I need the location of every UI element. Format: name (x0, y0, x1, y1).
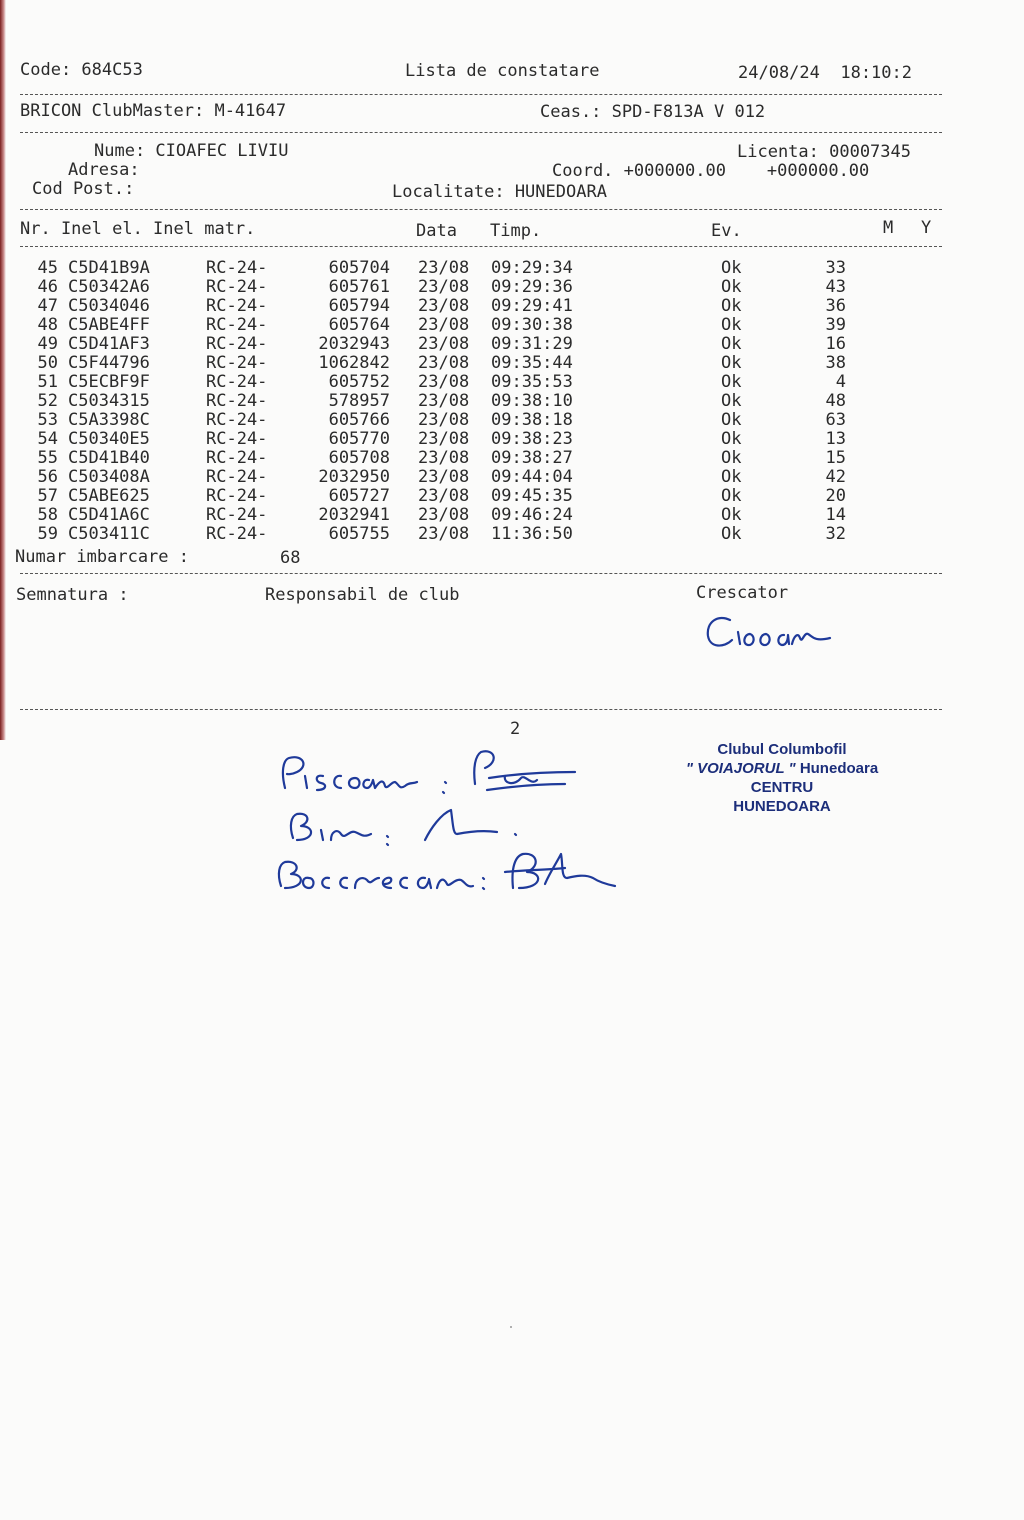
arrival-date: 23/08 (418, 391, 470, 411)
arrival-date: 23/08 (418, 448, 470, 468)
electronic-ring: C5F44796 (68, 353, 150, 373)
col-header-ev: Ev. (711, 221, 742, 241)
electronic-ring: C5D41AF3 (68, 334, 150, 354)
ring-number: 605766 (328, 410, 390, 430)
electronic-ring: C50342A6 (68, 277, 150, 297)
ring-prefix: RC-24- (206, 486, 268, 506)
value: 36 (825, 296, 846, 316)
club-responsible-label: Responsabil de club (265, 585, 460, 605)
owner-name: Nume: CIOAFEC LIVIU (94, 141, 289, 161)
stamp-line2-rest: Hunedoara (799, 760, 879, 777)
page-number: 2 (510, 719, 521, 739)
boarding-value: 68 (280, 548, 301, 568)
event-status: Ok (721, 410, 742, 430)
event-status: Ok (721, 429, 742, 449)
arrival-date: 23/08 (418, 467, 470, 487)
event-status: Ok (721, 505, 742, 525)
club-stamp (672, 740, 892, 816)
divider (20, 709, 942, 710)
arrival-date: 23/08 (418, 334, 470, 354)
handwritten-notes (275, 738, 625, 898)
col-header-y: Y (921, 218, 932, 238)
row-number: 53 (37, 410, 58, 430)
table-row (18, 430, 938, 449)
divider (20, 132, 942, 133)
ring-number: 605708 (328, 448, 390, 468)
col-header-data: Data (416, 221, 457, 241)
arrival-date: 23/08 (418, 486, 470, 506)
table-row (18, 506, 938, 525)
breeder-signature (700, 608, 840, 656)
row-number: 48 (37, 315, 58, 335)
arrival-time: 09:35:44 (491, 353, 573, 373)
table-row (18, 259, 938, 278)
table-row (18, 392, 938, 411)
doc-code: Code: 684C53 (20, 60, 143, 80)
coordinates: Coord. +000000.00 +000000.00 (552, 161, 870, 181)
event-status: Ok (721, 391, 742, 411)
ring-number: 605761 (328, 277, 390, 297)
ring-number: 605704 (328, 258, 390, 278)
table-row (18, 373, 938, 392)
row-number: 51 (37, 372, 58, 392)
col-header-nr-inel: Nr. Inel el. Inel matr. (20, 219, 256, 239)
row-number: 45 (37, 258, 58, 278)
table-row (18, 278, 938, 297)
arrival-time: 09:38:18 (491, 410, 573, 430)
ring-number: 605794 (328, 296, 390, 316)
value: 16 (825, 334, 846, 354)
arrival-date: 23/08 (418, 315, 470, 335)
arrival-time: 09:38:10 (491, 391, 573, 411)
event-status: Ok (721, 448, 742, 468)
breeder-label: Crescator (696, 583, 789, 603)
row-number: 49 (37, 334, 58, 354)
arrival-date: 23/08 (418, 429, 470, 449)
ring-number: 605755 (328, 524, 390, 544)
ring-prefix: RC-24- (206, 429, 268, 449)
value: 32 (825, 524, 846, 544)
address-label: Adresa: (68, 160, 140, 180)
boarding-label: Numar imbarcare : (15, 547, 189, 567)
event-status: Ok (721, 353, 742, 373)
divider (20, 209, 942, 210)
row-number: 46 (37, 277, 58, 297)
ring-prefix: RC-24- (206, 410, 268, 430)
row-number: 56 (37, 467, 58, 487)
row-number: 47 (37, 296, 58, 316)
table-row (18, 487, 938, 506)
ring-prefix: RC-24- (206, 334, 268, 354)
event-status: Ok (721, 258, 742, 278)
electronic-ring: C5A3398C (68, 410, 150, 430)
electronic-ring: C5ABE625 (68, 486, 150, 506)
ring-number: 605752 (328, 372, 390, 392)
row-number: 57 (37, 486, 58, 506)
row-number: 52 (37, 391, 58, 411)
electronic-ring: C5ECBF9F (68, 372, 150, 392)
divider (20, 94, 942, 95)
ring-number: 2032941 (318, 505, 390, 525)
postcode-label: Cod Post.: (32, 179, 135, 199)
locality: Localitate: HUNEDOARA (392, 182, 607, 202)
event-status: Ok (721, 277, 742, 297)
table-row (18, 297, 938, 316)
value: 20 (825, 486, 846, 506)
event-status: Ok (721, 524, 742, 544)
ring-prefix: RC-24- (206, 448, 268, 468)
ring-prefix: RC-24- (206, 353, 268, 373)
event-status: Ok (721, 467, 742, 487)
electronic-ring: C50340E5 (68, 429, 150, 449)
row-number: 55 (37, 448, 58, 468)
value: 13 (825, 429, 846, 449)
table-row (18, 335, 938, 354)
owner-license: Licenta: 00007345 (737, 142, 911, 162)
arrival-date: 23/08 (418, 277, 470, 297)
electronic-ring: C5034315 (68, 391, 150, 411)
arrival-time: 09:30:38 (491, 315, 573, 335)
arrival-time: 09:46:24 (491, 505, 573, 525)
scan-speck (510, 1326, 512, 1328)
arrival-time: 09:31:29 (491, 334, 573, 354)
row-number: 59 (37, 524, 58, 544)
device-id: BRICON ClubMaster: M-41647 (20, 101, 287, 121)
table-row (18, 525, 938, 544)
table-row (18, 411, 938, 430)
arrival-time: 09:29:41 (491, 296, 573, 316)
arrival-time: 11:36:50 (491, 524, 573, 544)
doc-datetime: 24/08/24 18:10:2 (738, 63, 912, 83)
ring-prefix: RC-24- (206, 315, 268, 335)
stamp-line1: Clubul Columbofil (717, 741, 847, 758)
ring-prefix: RC-24- (206, 505, 268, 525)
ring-prefix: RC-24- (206, 467, 268, 487)
ring-prefix: RC-24- (206, 258, 268, 278)
event-status: Ok (721, 296, 742, 316)
stamp-line2-quoted: " VOIAJORUL " (685, 760, 796, 777)
arrival-time: 09:44:04 (491, 467, 573, 487)
arrival-time: 09:45:35 (491, 486, 573, 506)
ring-prefix: RC-24- (206, 391, 268, 411)
event-status: Ok (721, 486, 742, 506)
arrival-date: 23/08 (418, 258, 470, 278)
ring-prefix: RC-24- (206, 277, 268, 297)
electronic-ring: C5034046 (68, 296, 150, 316)
row-number: 58 (37, 505, 58, 525)
stamp-line3: CENTRU (750, 779, 814, 796)
arrival-date: 23/08 (418, 296, 470, 316)
event-status: Ok (721, 315, 742, 335)
ring-number: 1062842 (318, 353, 390, 373)
table-row (18, 354, 938, 373)
ring-number: 605764 (328, 315, 390, 335)
electronic-ring: C503411C (68, 524, 150, 544)
value: 48 (825, 391, 846, 411)
value: 39 (825, 315, 846, 335)
ring-number: 605770 (328, 429, 390, 449)
electronic-ring: C503408A (68, 467, 150, 487)
value: 63 (825, 410, 846, 430)
electronic-ring: C5D41B9A (68, 258, 150, 278)
clock-id: Ceas.: SPD-F813A V 012 (540, 102, 766, 122)
ring-number: 578957 (328, 391, 390, 411)
value: 4 (835, 372, 846, 392)
value: 42 (825, 467, 846, 487)
arrival-time: 09:29:36 (491, 277, 573, 297)
arrival-time: 09:35:53 (491, 372, 573, 392)
value: 14 (825, 505, 846, 525)
table-row (18, 316, 938, 335)
value: 33 (825, 258, 846, 278)
arrival-date: 23/08 (418, 372, 470, 392)
arrival-date: 23/08 (418, 410, 470, 430)
ring-prefix: RC-24- (206, 524, 268, 544)
arrival-time: 09:38:27 (491, 448, 573, 468)
row-number: 54 (37, 429, 58, 449)
arrival-date: 23/08 (418, 353, 470, 373)
table-row (18, 449, 938, 468)
ring-prefix: RC-24- (206, 372, 268, 392)
value: 38 (825, 353, 846, 373)
col-header-timp: Timp. (490, 221, 542, 241)
col-header-m: M (883, 218, 894, 238)
stamp-line2 (672, 759, 892, 778)
divider (20, 246, 942, 247)
arrival-date: 23/08 (418, 524, 470, 544)
value: 15 (825, 448, 846, 468)
value: 43 (825, 277, 846, 297)
arrival-time: 09:38:23 (491, 429, 573, 449)
ring-number: 2032943 (318, 334, 390, 354)
results-table (18, 259, 938, 544)
electronic-ring: C5D41A6C (68, 505, 150, 525)
doc-title: Lista de constatare (405, 61, 600, 81)
signature-label: Semnatura : (16, 585, 129, 605)
ring-number: 2032950 (318, 467, 390, 487)
ring-prefix: RC-24- (206, 296, 268, 316)
stamp-line4: HUNEDOARA (733, 798, 831, 815)
scan-edge (0, 0, 6, 740)
event-status: Ok (721, 334, 742, 354)
event-status: Ok (721, 372, 742, 392)
ring-number: 605727 (328, 486, 390, 506)
table-row (18, 468, 938, 487)
electronic-ring: C5ABE4FF (68, 315, 150, 335)
row-number: 50 (37, 353, 58, 373)
arrival-time: 09:29:34 (491, 258, 573, 278)
electronic-ring: C5D41B40 (68, 448, 150, 468)
divider (20, 573, 942, 574)
arrival-date: 23/08 (418, 505, 470, 525)
